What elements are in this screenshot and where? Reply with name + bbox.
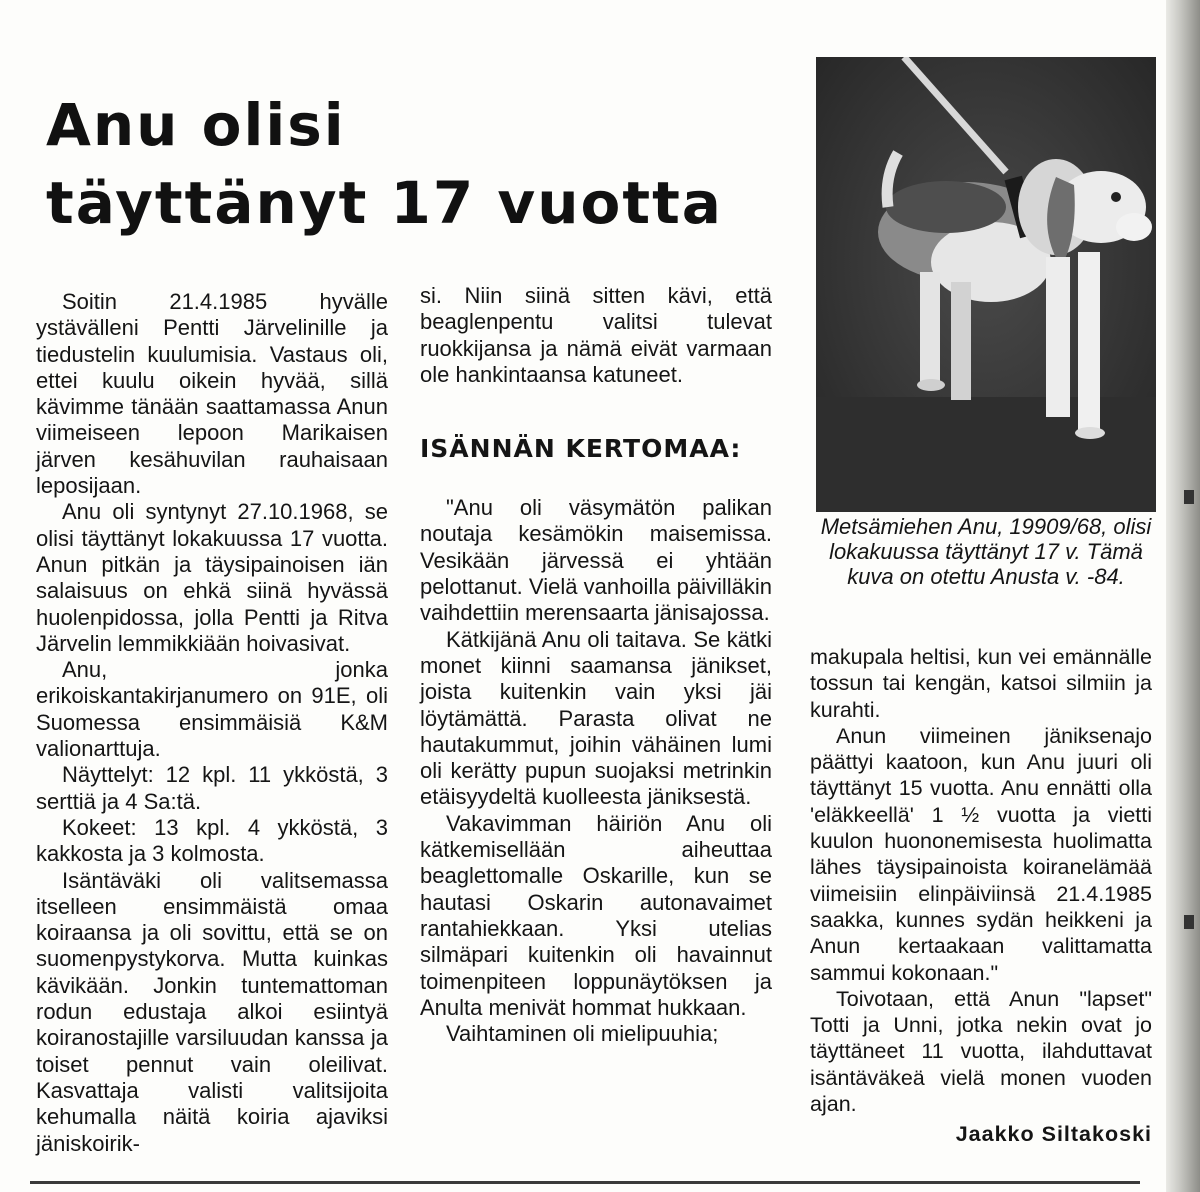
paragraph: si. Niin siinä sitten kävi, että beaglenpentu valitsi tulevat ruokkijansa ja nämä eivät varmaan ole hankintaansa katuneet. [420, 283, 772, 387]
page-edge [1166, 0, 1200, 1192]
paragraph: Toivotaan, että Anun "lapset" Totti ja Unni, jotka nekin ovat jo täyttäneet 11 vuotta, ilahduttavat isäntäväkeä vielä monen vuoden ajan. [810, 986, 1152, 1117]
article-column-3 [810, 644, 1152, 1148]
headline-line-1: Anu olisi [46, 91, 346, 159]
photo-caption: Metsämiehen Anu, 19909/68, olisi lokakuussa täyttänyt 17 v. Tämä kuva on otettu Anusta v. -84. [820, 514, 1152, 589]
headline [46, 86, 723, 242]
bottom-rule [30, 1181, 1140, 1184]
article-column-2 [420, 283, 772, 1047]
paragraph: Soitin 21.4.1985 hyvälle ystävälleni Pentti Järvelinille ja tiedustelin kuulumisia. Vastaus oli, ettei kuulu oikein hyvää, sillä kävimme tänään saattamassa Anun viimeiseen lepoon Marikaisen järven kesähuvilan rauhaisaan leposijaan. [36, 289, 388, 499]
beagle-photo-image [816, 57, 1156, 512]
headline-line-2: täyttänyt 17 vuotta [46, 169, 723, 237]
article-column-1 [36, 289, 388, 1157]
paragraph: Näyttelyt: 12 kpl. 11 ykköstä, 3 serttiä ja 4 Sa:tä. [36, 762, 388, 814]
paragraph: Vaihtaminen oli mielipuuhia; [446, 1021, 719, 1047]
edge-mark [1184, 915, 1194, 929]
paragraph: makupala heltisi, kun vei emännälle tossun tai kengän, katsoi silmiin ja kurahti. [810, 645, 1152, 722]
dog-photo [816, 57, 1156, 512]
paragraph: Anun viimeinen jäniksenajo päättyi kaatoon, kun Anu juuri oli täyttänyt 15 vuotta. Anu ennätti olla 'eläkkeellä' 1 ½ vuotta ja vietti kuulon huononemisesta huolimatta lähes täysipainoista koiranelämää viimeisiin elinpäiviinsä 21.4.1985 saakka, kunnes sydän heikkeni ja Anun kertaakaan valittamatta sammui kokonaan." [810, 723, 1152, 985]
byline: Jaakko Siltakoski [955, 1122, 1152, 1147]
paragraph: Vakavimman häiriön Anu oli kätkemisellään aiheuttaa beaglettomalle Oskarille, kun se hautasi Oskarin autonavaimet rantahiekkaan. Yksi utelias silmäpari kuitenkin oli havainnut toimenpiteen loppunäytöksen ja Anulta menivät hommat hukkaan. [420, 810, 772, 1020]
paragraph: Isäntäväki oli valitsemassa itselleen ensimmäistä omaa koiraansa ja oli sovittu, että se on suomenpystykorva. Mutta kuinkas kävikään. Jonkin tuntemattoman rodun edustaja alkoi esiintyä koiranostajille varsiluudan kanssa ja toiset pennut vain oleilivat. Kasvattaja valisti valitsijoita kehumalla näitä koiria ajaviksi jäniskoirik- [36, 867, 388, 1156]
subheading: ISÄNNÄN KERTOMAA: [420, 434, 742, 464]
edge-mark [1184, 490, 1194, 504]
paragraph: "Anu oli väsymätön palikan noutaja kesämökin maisemissa. Vesikään järvessä ei yhtään pelottanut. Vielä vanhoilla päivilläkin vaihdettiin merensaarta jänisajossa. [420, 495, 772, 626]
paragraph: Anu, jonka erikoiskantakirjanumero on 91E, oli Suomessa ensimmäisiä K&M valionarttuja. [36, 657, 388, 762]
paragraph: Kätkijänä Anu oli taitava. Se kätki monet kiinni saamansa jänikset, joista kuitenkin vain yksi jäi löytämättä. Parasta olivat ne hautakummut, joihin vähäinen lumi oli kerätty pupun suojaksi metrinkin etäisyydeltä kuolleesta jäniksestä. [420, 626, 772, 810]
paragraph: Anu oli syntynyt 27.10.1968, se olisi täyttänyt lokakuussa 17 vuotta. Anun pitkän ja täysipainoisen iän salaisuus on ehkä siinä hyvässä huolenpidossa, jolla Pentti ja Ritva Järvelin lemmikkiään hoivasivat. [36, 499, 388, 656]
paragraph: Kokeet: 13 kpl. 4 ykköstä, 3 kakkosta ja 3 kolmosta. [36, 814, 388, 867]
